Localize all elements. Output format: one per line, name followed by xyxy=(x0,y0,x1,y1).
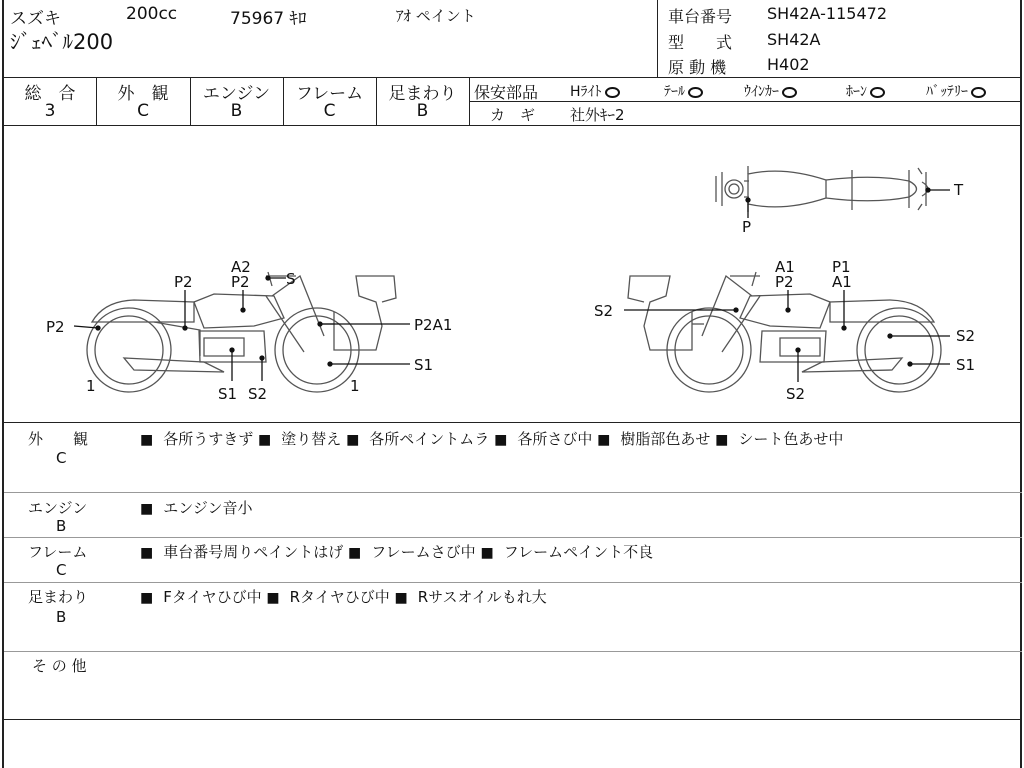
exterior-item: ■ シート色あせ中 xyxy=(715,430,843,448)
safety-winker xyxy=(744,81,797,101)
engine-grade: B xyxy=(230,101,243,121)
engine-item: ■ エンジン音小 xyxy=(140,499,253,517)
exterior-item: ■ 塗り替え xyxy=(258,430,341,448)
label-top-p: P xyxy=(742,218,752,236)
label-top-t: T xyxy=(954,181,964,199)
headlight-label: Hﾗｲﾄ xyxy=(570,84,602,100)
inspection-sheet xyxy=(2,0,1022,768)
suspension-item: ■ Rサスオイルもれ大 xyxy=(395,588,547,606)
remark-suspension-grade: B xyxy=(56,608,67,626)
suspension-item: ■ Rタイヤひび中 xyxy=(266,588,389,606)
horn-label: ﾎｰﾝ xyxy=(846,84,867,100)
body-color: ｱｵ ペイント xyxy=(396,7,476,25)
exterior-item: ■ 各所さび中 xyxy=(494,430,592,448)
suspension-item: ■ Fタイヤひび中 xyxy=(140,588,262,606)
suspension-grade: B xyxy=(416,101,429,121)
key-value: 社外ｷｰ2 xyxy=(570,106,625,124)
frame-grade-label: フレーム xyxy=(295,84,364,104)
label-left-s1: S1 xyxy=(218,385,238,403)
remark-engine-label: エンジン xyxy=(28,499,88,517)
safety-battery xyxy=(926,81,986,101)
engine-type: H402 xyxy=(767,55,810,74)
label-right-p2: P2 xyxy=(775,273,794,291)
engine-type-label: 原 動 機 xyxy=(668,58,727,77)
suspension-grade-label: 足まわり xyxy=(388,84,457,104)
label-right-s1: S1 xyxy=(956,356,976,374)
ok-circle-icon xyxy=(688,87,703,98)
frame-grade: C xyxy=(323,101,336,121)
model-name: ｼﾞｪﾍﾞﾙ200 xyxy=(10,30,114,54)
remark-engine-items xyxy=(140,497,253,518)
label-right-a1: A1 xyxy=(775,258,795,276)
label-right-s2-rear: S2 xyxy=(956,327,976,345)
label-left-1-front: 1 xyxy=(350,377,360,395)
remark-exterior-label: 外 観 xyxy=(28,430,89,448)
exterior-grade-label: 外 観 xyxy=(117,84,169,104)
label-left-s2: S2 xyxy=(248,385,268,403)
remark-other-label: そ の 他 xyxy=(32,657,87,675)
total-grade-label: 総 合 xyxy=(24,84,76,104)
maker: スズキ xyxy=(10,9,61,29)
label-left-p2-rear: P2 xyxy=(46,318,65,336)
type-label: 型 式 xyxy=(668,33,733,52)
label-left-p2a1: P2A1 xyxy=(414,316,453,334)
frame-item: ■ フレームペイント不良 xyxy=(480,543,653,561)
label-left-p2-tank: P2 xyxy=(231,273,250,291)
model-type: SH42A xyxy=(767,30,821,49)
frame-item: ■ フレームさび中 xyxy=(348,543,476,561)
remark-suspension-label: 足まわり xyxy=(28,588,89,606)
exterior-item: ■ 各所うすきず xyxy=(140,430,253,448)
label-left-p2-side: P2 xyxy=(174,273,193,291)
remark-frame-label: フレーム xyxy=(28,543,88,561)
remark-engine-grade: B xyxy=(56,517,67,535)
total-grade: 3 xyxy=(44,101,56,121)
remark-exterior-grade: C xyxy=(56,449,67,467)
label-left-s1-front: S1 xyxy=(414,356,434,374)
label-left-1-rear: 1 xyxy=(86,377,96,395)
safety-headlight xyxy=(570,81,620,101)
tail-label: ﾃｰﾙ xyxy=(664,84,685,100)
key-label: カ ギ xyxy=(490,106,536,124)
remark-suspension-items xyxy=(140,586,547,607)
remark-frame-items xyxy=(140,541,653,562)
safety-parts-label: 保安部品 xyxy=(474,83,539,102)
mileage: 75967 ｷﾛ xyxy=(230,9,307,29)
battery-label: ﾊﾞｯﾃﾘｰ xyxy=(926,84,968,100)
engine-grade-label: エンジン xyxy=(202,84,271,104)
remark-frame-grade: C xyxy=(56,561,67,579)
label-right-s2-bottom: S2 xyxy=(786,385,806,403)
remark-exterior-items xyxy=(140,428,843,449)
safety-horn xyxy=(846,81,885,101)
label-right-s2-screen: S2 xyxy=(594,302,614,320)
frame-number: SH42A-115472 xyxy=(767,4,887,23)
motorcycle-diagram xyxy=(4,126,1022,422)
ok-circle-icon xyxy=(971,87,986,98)
ok-circle-icon xyxy=(605,87,620,98)
exterior-item: ■ 各所ペイントムラ xyxy=(346,430,489,448)
label-left-s-mirror: S xyxy=(286,270,296,288)
label-left-a2: A2 xyxy=(231,258,251,276)
ok-circle-icon xyxy=(870,87,885,98)
frame-item: ■ 車台番号周りペイントはげ xyxy=(140,543,343,561)
exterior-grade: C xyxy=(137,101,149,121)
safety-tail xyxy=(664,81,703,101)
frame-number-label: 車台番号 xyxy=(668,7,733,26)
displacement: 200cc xyxy=(126,4,178,24)
label-right-a1-tank: A1 xyxy=(832,273,852,291)
winker-label: ｳｲﾝｶｰ xyxy=(744,84,779,100)
exterior-item: ■ 樹脂部色あせ xyxy=(597,430,710,448)
label-right-p1: P1 xyxy=(832,258,851,276)
ok-circle-icon xyxy=(782,87,797,98)
